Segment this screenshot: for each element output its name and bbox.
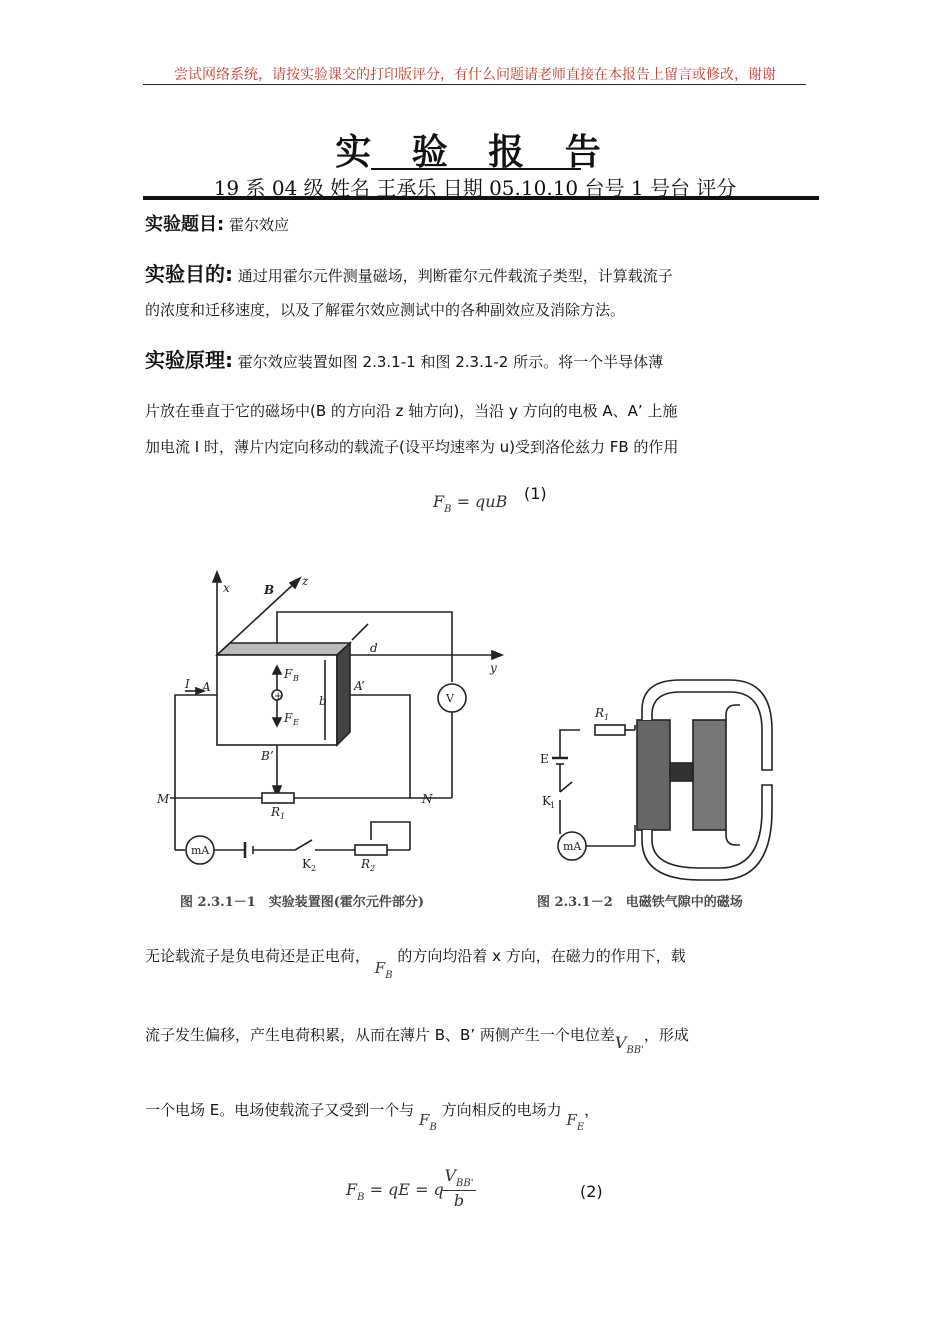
- principle-text-3: 加电流 I 时，薄片内定向移动的载流子(设平均速率为 u)受到洛伦兹力 FB 的作用: [145, 438, 679, 456]
- body-p3-c: ，: [584, 1101, 600, 1119]
- eq1-lhs: F: [433, 492, 445, 511]
- eq2-denominator: b: [453, 1191, 465, 1210]
- label-y: y: [490, 661, 497, 675]
- principle-line-1: [145, 344, 810, 379]
- label-b: b: [319, 694, 327, 708]
- label-FB: F: [284, 667, 293, 681]
- body-line-2: [145, 1018, 810, 1059]
- resistor-r2: [355, 845, 387, 855]
- topic-value: 霍尔效应: [228, 216, 289, 234]
- label-d: d: [370, 641, 378, 655]
- label-z: z: [302, 574, 309, 588]
- label-R2-sub: 2: [370, 864, 376, 873]
- body-p3-a: 一个电场 E。电场使载流子又受到一个与: [145, 1101, 415, 1119]
- body-line-1: [145, 940, 810, 980]
- body-p1-a: 无论载流子是负电荷还是正电荷，: [145, 947, 371, 965]
- principle-label: 实验原理:: [145, 348, 233, 372]
- label-R1-sub: 1: [280, 812, 286, 821]
- wire-aprime: [350, 695, 410, 798]
- header-rule: [143, 84, 806, 85]
- wire-a: [175, 695, 217, 850]
- slab-top: [217, 643, 350, 655]
- label-I: I: [185, 677, 190, 691]
- equation-1: [433, 492, 507, 515]
- eq2-lhs: F: [346, 1180, 358, 1199]
- label-plus: +: [274, 691, 283, 702]
- eq2-fraction: [442, 1166, 476, 1210]
- label-mA-right: mA: [563, 840, 582, 853]
- label-V: V: [446, 692, 454, 705]
- body-p3-sym1: $F_B$: [419, 1111, 437, 1133]
- figure-caption-1: 图 2.3.1－1 实验装置图(霍尔元件部分): [180, 895, 425, 910]
- label-FB-sub: B: [293, 674, 299, 683]
- meta-rule: [143, 196, 819, 200]
- label-R1-right-sub: 1: [604, 713, 610, 722]
- wire-r-left: [560, 730, 580, 750]
- switch-k1: [560, 782, 572, 792]
- label-B: B: [264, 583, 275, 597]
- x-axis-arrow: [213, 572, 221, 582]
- body-p1-sym: $F_B$: [374, 959, 393, 981]
- topic-label: 实验题目:: [145, 214, 225, 235]
- y-axis-arrow: [492, 651, 502, 659]
- label-x: x: [223, 581, 230, 595]
- label-K2: K: [302, 857, 311, 871]
- eq1-rhs: = quB: [456, 492, 508, 511]
- label-FE: F: [284, 711, 293, 725]
- purpose-line-1: [145, 258, 810, 293]
- label-R1: R: [271, 805, 281, 819]
- label-A: A: [202, 680, 211, 694]
- magnet-coil-right: [693, 720, 726, 830]
- body-p1-b: 的方向均沿着 x 方向，在磁力的作用下，载: [397, 947, 686, 965]
- label-mA: mA: [191, 844, 210, 857]
- label-R2: R: [361, 857, 371, 871]
- eq2-number: (2): [580, 1182, 603, 1201]
- purpose-text-1: 通过用霍尔元件测量磁场，判断霍尔元件载流子类型，计算载流子: [237, 267, 673, 285]
- body-line-3: [145, 1094, 810, 1134]
- label-K2-sub: 2: [311, 864, 317, 873]
- label-K1: K: [542, 794, 551, 808]
- label-E: E: [540, 752, 549, 766]
- eq2-mid: = qE = q: [369, 1180, 444, 1199]
- title-underline: [371, 168, 581, 170]
- body-p2-a: 流子发生偏移，产生电荷积累，从而在薄片 B、B’ 两侧产生一个电位差: [145, 1026, 615, 1044]
- eq2-numerator-sub: BB': [456, 1178, 474, 1189]
- page-title: 实 验 报 告: [335, 132, 615, 173]
- report-meta: 19 系 04 级 姓名 王承乐 日期 05.10.10 台号 1 号台 评分: [213, 176, 737, 200]
- resistor-r1: [262, 793, 294, 803]
- label-N: N: [422, 792, 433, 806]
- topic-row: [145, 208, 810, 242]
- body-p3-b: 方向相反的电场力: [441, 1101, 562, 1119]
- body-p3-sym2: $F_E$: [566, 1111, 585, 1133]
- eq2-lhs-sub: B: [357, 1192, 365, 1203]
- eq2-numerator: V: [444, 1166, 457, 1185]
- label-FE-sub: E: [293, 718, 299, 727]
- purpose-text-2: 的浓度和迁移速度，以及了解霍尔效应测试中的各种副效应及消除方法。: [145, 301, 626, 319]
- principle-text-2: 片放在垂直于它的磁场中(B 的方向沿 z 轴方向)，当沿 y 方向的电极 A、A’ 上施: [145, 402, 678, 420]
- label-M: M: [157, 792, 170, 806]
- hall-effect-figure: [140, 560, 820, 920]
- label-R1-right: R: [595, 706, 605, 720]
- label-K1-sub: 1: [550, 801, 556, 810]
- body-p2-sym: $V_{BB'}$: [614, 1033, 644, 1056]
- purpose-label: 实验目的:: [145, 262, 233, 286]
- header-note: 尝试网络系统，请按实验课交的打印版评分，有什么问题请老师直接在本报告上留言或修改，谢谢: [174, 67, 776, 83]
- body-p2-b: ，形成: [643, 1026, 689, 1044]
- eq1-lhs-sub: B: [444, 504, 452, 515]
- label-Aprime: A’: [354, 679, 365, 693]
- label-Bprime: B’: [261, 749, 274, 763]
- eq1-number: (1): [524, 484, 547, 503]
- switch-k2: [295, 840, 312, 850]
- slab-side: [337, 643, 350, 745]
- magnet-coil-left: [637, 720, 670, 830]
- principle-text-1: 霍尔效应装置如图 2.3.1-1 和图 2.3.1-2 所示。将一个半导体薄: [237, 353, 664, 371]
- equation-2: [346, 1180, 444, 1203]
- resistor-r1-right: [595, 725, 625, 735]
- figure-caption-2: 图 2.3.1－2 电磁铁气隙中的磁场: [537, 895, 743, 910]
